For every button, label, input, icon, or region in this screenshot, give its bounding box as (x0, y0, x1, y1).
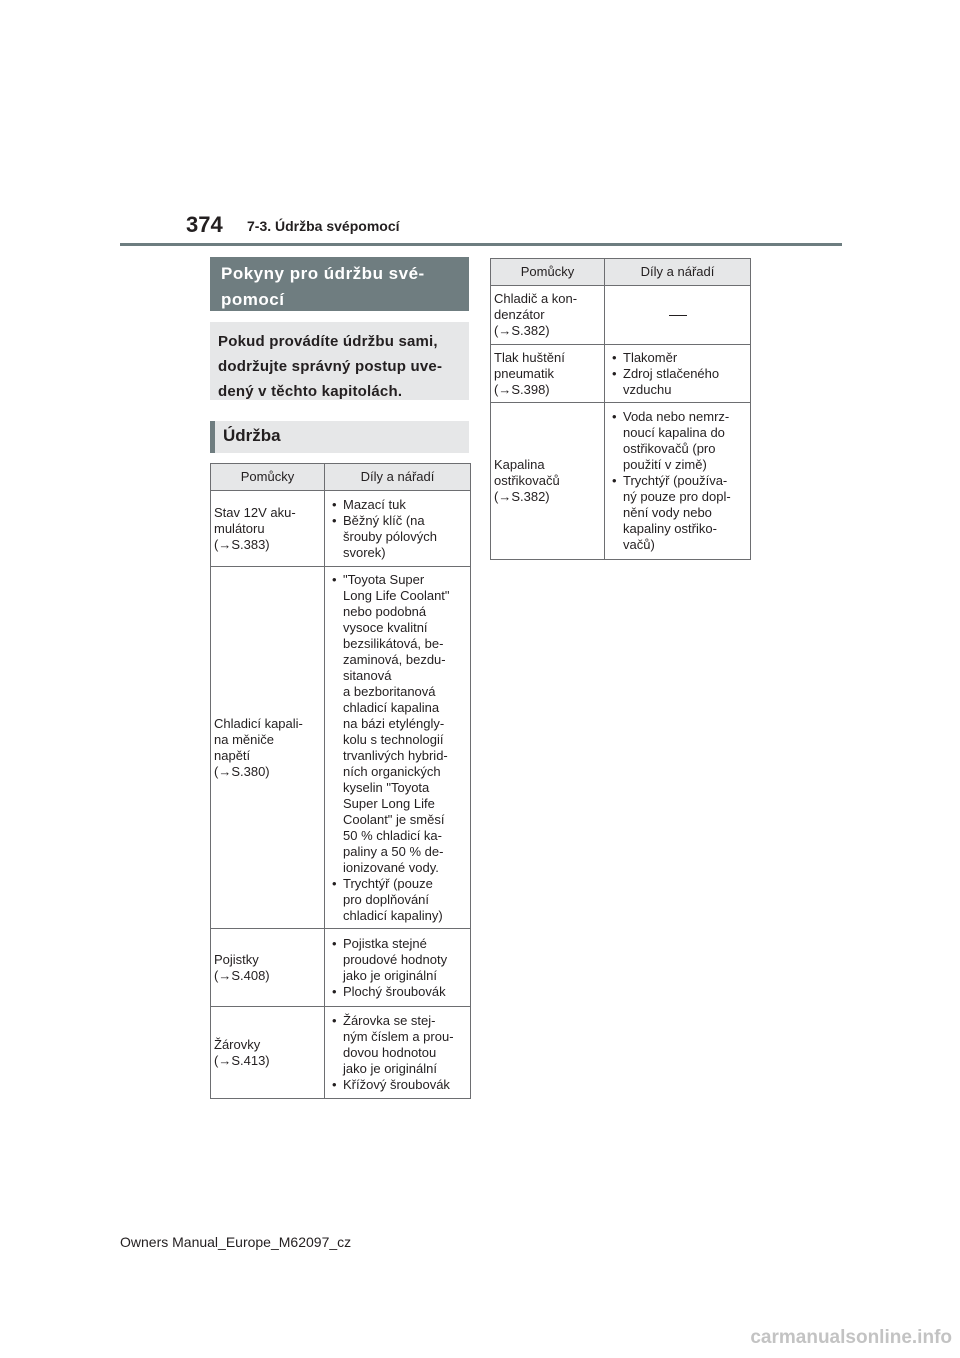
list-item-text: nebo podobná (343, 603, 427, 619)
list-item-text: svorek) (343, 544, 386, 560)
cell-text: Žárovky (214, 1036, 261, 1052)
list-item-text: sitanová (343, 667, 392, 683)
list-item-text: bezsilikátová, be- (343, 635, 444, 651)
section-title-banner (210, 257, 469, 311)
list-item-text: nění vody nebo (623, 505, 712, 520)
cell-tool (491, 345, 605, 403)
cell-text: denzátor (494, 307, 545, 322)
list-item-text: ostřikovačů (pro (623, 441, 716, 456)
list-item-text: pro doplňování (343, 891, 430, 907)
cell-text: ostřikovačů (494, 473, 560, 488)
list-item-text: Mazací tuk (343, 496, 406, 512)
list-item-text: Zdroj stlačeného (623, 365, 720, 381)
column-header-tools: Pomůcky (211, 464, 325, 491)
list-item (329, 497, 466, 513)
maintenance-table-left (210, 463, 471, 1099)
column-header-parts: Díly a nářadí (325, 464, 471, 491)
cell-text: (→S.408) (214, 967, 270, 983)
cell-tool (491, 403, 605, 560)
cell-text: (→S.382) (494, 489, 550, 504)
cell-parts (325, 567, 471, 929)
list-item-text: Běžný klíč (na (343, 512, 425, 528)
table-row (211, 491, 471, 567)
parts-list (329, 936, 466, 1000)
cell-tool (211, 929, 325, 1007)
list-item (609, 473, 746, 553)
list-item (609, 366, 746, 398)
list-item (329, 936, 466, 984)
column-header-tools: Pomůcky (491, 259, 605, 286)
intro-box (210, 322, 469, 400)
list-item-text: Trychtýř (pouze (343, 875, 433, 891)
parts-list (329, 497, 466, 561)
banner-line: pomocí (221, 290, 285, 309)
cell-text: Pojistky (214, 951, 259, 967)
list-item-text: vzduchu (623, 381, 672, 397)
table-body (211, 491, 471, 1099)
table-row (211, 929, 471, 1007)
cell-tool (491, 286, 605, 345)
cell-parts (605, 403, 751, 560)
cell-text: (→S.380) (214, 763, 270, 779)
list-item-text: trvanlivých hybrid- (343, 747, 448, 763)
list-item-text: Coolant" je směsí (343, 811, 445, 827)
intro-line: dený v těchto kapitolách. (218, 383, 403, 400)
list-item-text: šrouby pólových (343, 528, 437, 544)
list-item-text: noucí kapalina do (623, 425, 725, 440)
cell-tool (211, 567, 325, 929)
list-item-text: Plochý šroubovák (343, 983, 446, 999)
cell-parts (605, 286, 751, 345)
table-row (491, 286, 751, 345)
list-item-text: Křížový šroubovák (343, 1076, 450, 1092)
list-item-text: chladicí kapaliny) (343, 907, 443, 923)
parts-list (329, 1013, 466, 1093)
header-rule (120, 243, 842, 246)
list-item (609, 409, 746, 473)
list-item-text: paliny a 50 % de- (343, 843, 444, 859)
cell-text: (→S.382) (494, 323, 550, 338)
list-item-text: ný pouze pro dopl- (623, 489, 731, 504)
list-item (329, 876, 466, 924)
list-item (329, 1013, 466, 1077)
list-item-text: zaminová, bezdu- (343, 651, 446, 667)
empty-dash (669, 315, 687, 316)
cell-parts (325, 491, 471, 567)
subheading-maintenance: Údržba (210, 421, 469, 453)
banner-line: Pokyny pro údržbu své- (221, 264, 425, 283)
list-item-text: vysoce kvalitní (343, 619, 428, 635)
list-item-text: ným číslem a prou- (343, 1028, 454, 1044)
list-item-text: Voda nebo nemrz- (623, 409, 730, 424)
cell-text: na měniče (214, 731, 274, 747)
cell-text: Stav 12V aku- (214, 504, 296, 520)
cell-text: (→S.398) (494, 381, 550, 397)
list-item-text: Žárovka se stej- (343, 1012, 436, 1028)
list-item-text: proudové hodnoty (343, 951, 448, 967)
list-item (329, 572, 466, 876)
footer-document-id: Owners Manual_Europe_M62097_cz (120, 1234, 352, 1250)
list-item-text: použití v zimě) (623, 457, 707, 472)
cell-tool (211, 491, 325, 567)
list-item-text: Pojistka stejné (343, 935, 427, 951)
cell-text: Chladič a kon- (494, 291, 578, 306)
parts-list (609, 409, 746, 553)
cell-text: napětí (214, 747, 251, 763)
list-item-text: kolu s technologií (343, 731, 444, 747)
list-item (329, 513, 466, 561)
list-item-text: Trychtýř (používa- (623, 473, 728, 488)
cell-parts (605, 345, 751, 403)
intro-line: Pokud provádíte údržbu sami, (218, 333, 438, 350)
table-body (491, 286, 751, 560)
list-item-text: dovou hodnotou (343, 1044, 437, 1060)
intro-line: dodržujte správný postup uve- (218, 358, 443, 375)
cell-text: Tlak huštění (494, 349, 565, 365)
cell-text: Chladicí kapali- (214, 715, 303, 731)
parts-list (329, 572, 466, 924)
cell-parts (325, 1007, 471, 1099)
list-item (329, 1077, 466, 1093)
list-item-text: Super Long Life (343, 795, 435, 811)
list-item-text: jako je originální (343, 967, 437, 983)
list-item-text: ních organických (343, 763, 441, 779)
cell-text: (→S.413) (214, 1052, 270, 1068)
list-item-text: a bezboritanová (343, 683, 436, 699)
parts-list (609, 350, 746, 398)
list-item-text: kyselin "Toyota (343, 779, 430, 795)
cell-text: (→S.383) (214, 536, 270, 552)
list-item (329, 984, 466, 1000)
section-breadcrumb: 7-3. Údržba svépomocí (247, 218, 400, 234)
list-item-text: "Toyota Super (343, 571, 425, 587)
maintenance-table-right (490, 258, 751, 560)
list-item-text: ionizované vody. (343, 859, 439, 875)
table-row (211, 567, 471, 929)
list-item-text: Tlakoměr (623, 349, 678, 365)
list-item-text: kapaliny ostřiko- (623, 521, 717, 536)
list-item-text: jako je originální (343, 1060, 437, 1076)
list-item-text: 50 % chladicí ka- (343, 827, 442, 843)
list-item-text: vačů) (623, 537, 655, 552)
column-header-parts: Díly a nářadí (605, 259, 751, 286)
table-row (491, 345, 751, 403)
cell-parts (325, 929, 471, 1007)
cell-text: mulátoru (214, 520, 265, 536)
cell-text: pneumatik (494, 365, 554, 381)
table-row (211, 1007, 471, 1099)
list-item-text: Long Life Coolant" (343, 587, 450, 603)
list-item-text: chladicí kapalina (343, 699, 440, 715)
cell-text: Kapalina (494, 457, 545, 472)
table-row (491, 403, 751, 560)
watermark: carmanualsonline.info (750, 1327, 952, 1348)
page-number: 374 (186, 212, 223, 237)
list-item (609, 350, 746, 366)
list-item-text: na bázi etylénglу- (343, 715, 445, 731)
cell-tool (211, 1007, 325, 1099)
